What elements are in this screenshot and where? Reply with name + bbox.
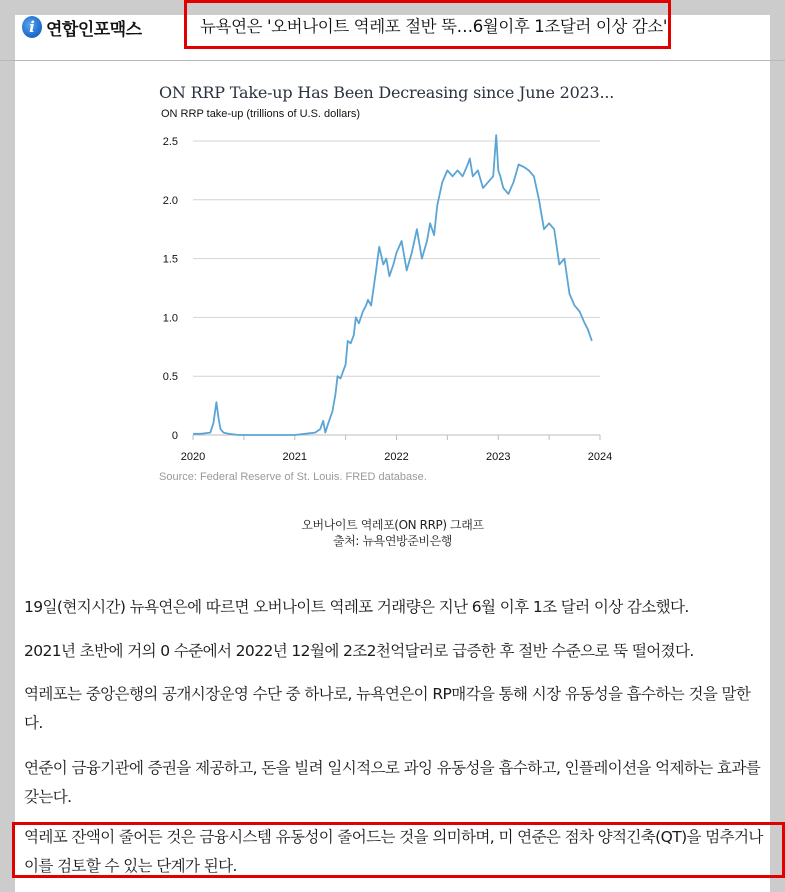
chart-x-axis — [181, 435, 612, 463]
y-tick-label: 2.0 — [162, 194, 178, 207]
y-tick-label: 1.5 — [162, 253, 178, 266]
header-divider — [0, 60, 785, 61]
article-paragraph-3: 역레포는 중앙은행의 공개시장운영 수단 중 하나로, 뉴욕연은이 RP매각을 통해 시장 유동성을 흡수하는 것을 말한다. — [24, 685, 751, 732]
y-tick-label: 0.5 — [162, 371, 178, 384]
chart-series-line — [193, 135, 592, 435]
article-paragraph-4: 연준이 금융기관에 증권을 제공하고, 돈을 빌려 일시적으로 과잉 유동성을 흡수하고, 인플레이션을 억제하는 효과를 갖는다. — [24, 759, 761, 806]
x-tick-label: 2021 — [282, 451, 307, 463]
article-paragraph-1: 19일(현지시간) 뉴욕연은에 따르면 오버나이트 역레포 거래량은 지난 6월 이후 1조 달러 이상 감소했다. — [24, 598, 689, 616]
figure-source-caption: 출처: 뉴욕연방준비은행 — [333, 534, 452, 548]
article-paragraph-5: 역레포 잔액이 줄어든 것은 금융시스템 유동성이 줄어드는 것을 의미하며, 미 연준은 점차 양적긴축(QT)을 멈추거나 이를 검토할 수 있는 단계가 된다. — [24, 828, 763, 875]
figure-caption: 오버나이트 역레포(ON RRP) 그래프 — [301, 518, 484, 532]
chart-y-ticks — [163, 136, 178, 442]
x-tick-label: 2024 — [587, 451, 613, 463]
site-logo[interactable] — [22, 14, 142, 40]
chart-y-axis-label: ON RRP take-up (trillions of U.S. dollars) — [161, 108, 361, 120]
rrp-line-chart — [150, 125, 620, 470]
y-tick-label: 1.0 — [162, 312, 178, 325]
chart-title: ON RRP Take-up Has Been Decreasing since June 2023... — [159, 83, 615, 102]
article-headline: 뉴욕연은 '오버나이트 역레포 절반 뚝…6월이후 1조달러 이상 감소' — [200, 17, 667, 36]
logo-text: 연합인포맥스 — [46, 19, 142, 40]
chart-source: Source: Federal Reserve of St. Louis. FRED database. — [159, 471, 427, 483]
y-tick-label: 2.5 — [162, 136, 178, 148]
x-tick-label: 2020 — [180, 451, 206, 463]
chart-gridlines — [193, 141, 600, 376]
article-paragraph-2: 2021년 초반에 거의 0 수준에서 2022년 12월에 2조2천억달러로 급증한 후 절반 수준으로 뚝 떨어졌다. — [24, 642, 694, 660]
y-tick-label: 0 — [171, 430, 178, 442]
x-tick-label: 2023 — [486, 451, 511, 463]
logo-icon: i — [22, 16, 42, 38]
x-tick-label: 2022 — [384, 451, 409, 463]
